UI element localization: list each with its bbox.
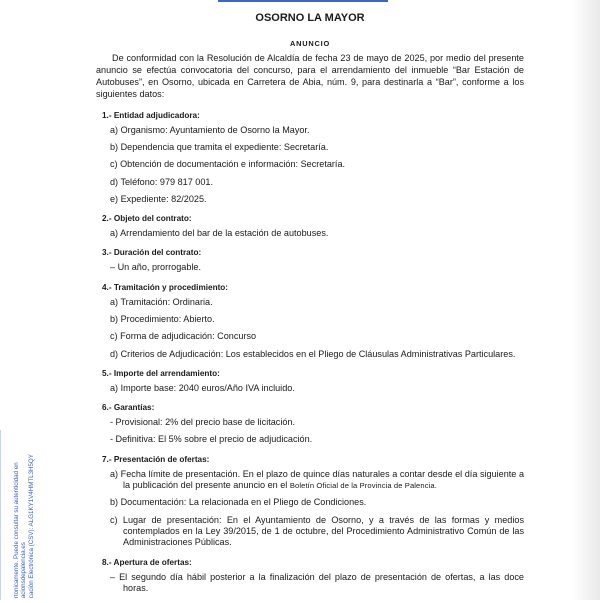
list-item: e) Expediente: 82/2025.	[110, 193, 207, 204]
section-importe	[96, 369, 524, 394]
section-title: 6.- Garantías:	[102, 403, 155, 413]
list-item: – El segundo día hábil posterior a la finalización del plazo de presentación de ofertas, a las doce horas.	[110, 571, 524, 593]
list-item: a) Importe base: 2040 euros/Año IVA incluido.	[110, 382, 295, 393]
section-duracion	[96, 248, 524, 273]
document-title: OSORNO LA MAYOR	[255, 12, 365, 24]
document-body	[96, 10, 524, 603]
list-item: a) Organismo: Ayuntamiento de Osorno la Mayor.	[110, 124, 310, 135]
list-item: c) Obtención de documentación e información: Secretaría.	[110, 159, 346, 170]
list-item: a) Arrendamiento del bar de la estación de autobuses.	[110, 228, 329, 239]
list-item: a) Tramitación: Ordinaria.	[110, 296, 213, 307]
list-item: b) Dependencia que tramita el expediente: Secretaría.	[110, 141, 329, 152]
list-item: – Un año, prorrogable.	[110, 262, 201, 273]
verification-stamp	[0, 430, 41, 600]
section-presentacion	[96, 455, 524, 549]
page-edge-shadow	[572, 0, 600, 600]
section-garantias	[96, 403, 524, 446]
verification-stamp-text	[13, 454, 35, 598]
list-item: d) Teléfono: 979 817 001.	[110, 176, 213, 187]
section-tramitacion	[96, 283, 524, 360]
section-entidad	[96, 111, 524, 205]
stamp-line: rtonicamente. Puede consultar su autenticidad en	[12, 462, 20, 598]
section-title: 1.- Entidad adjudicadora:	[102, 110, 200, 120]
section-title: 8.- Apertura de ofertas:	[102, 557, 192, 567]
section-title: 3.- Duración del contrato:	[102, 248, 202, 258]
list-item: d) Criterios de Adjudicación: Los establecidos en el Pliego de Cláusulas Administrativas Particulares.	[110, 348, 516, 359]
section-title: 4.- Tramitación y procedimiento:	[102, 282, 229, 292]
list-item: - Provisional: 2% del precio base de licitación.	[110, 417, 296, 428]
list-item: c) Lugar de presentación: En el Ayuntamiento de Osorno, y a través de las formas y medios contemplados en la Ley 39/2015, de 1 de octubre, del Procedimiento Administrativo Común de las Administraciones Públicas.	[110, 514, 524, 548]
list-item: - Definitiva: El 5% sobre el precio de adjudicación.	[110, 434, 313, 445]
section-title: 7.- Presentación de ofertas:	[102, 454, 210, 464]
list-item: b) Documentación: La relacionada en el Pliego de Condiciones.	[110, 497, 367, 508]
list-item-text: a) Fecha límite de presentación. En el plazo de quince días naturales a contar desde el día siguiente a la publicación del presente anuncio en el	[110, 468, 524, 491]
intro-paragraph: De conformidad con la Resolución de Alcaldía de fecha 23 de mayo de 2025, por medio del presente anuncio se efectúa convocatoria del concurso, para el arrendamiento del inmueble “Bar Estación de Autobuses”, en Osorno, ubicada en Carretera de Abia, núm. 9, para destinarla a “Bar”, conforme a los siguientes datos:	[96, 53, 524, 99]
section-title: 5.- Importe del arrendamiento:	[102, 368, 220, 378]
stamp-line: cación Electrónica (CSV): ALG1KY1V4HMTL3H5QY	[27, 453, 35, 598]
bulletin-name: Boletín Oficial de la Provincia de Palencia.	[289, 481, 437, 491]
section-objeto	[96, 214, 524, 239]
section-apertura	[96, 558, 524, 595]
document-subtitle: ANUNCIO	[289, 39, 331, 48]
top-edge-line	[218, 0, 388, 2]
list-item: b) Procedimiento: Abierto.	[110, 314, 215, 324]
section-title: 2.- Objeto del contrato:	[102, 214, 192, 224]
list-item: c) Forma de adjudicación: Concurso	[110, 331, 257, 342]
stamp-line: acionsdepalencia.es	[20, 541, 28, 598]
list-item	[110, 469, 524, 492]
